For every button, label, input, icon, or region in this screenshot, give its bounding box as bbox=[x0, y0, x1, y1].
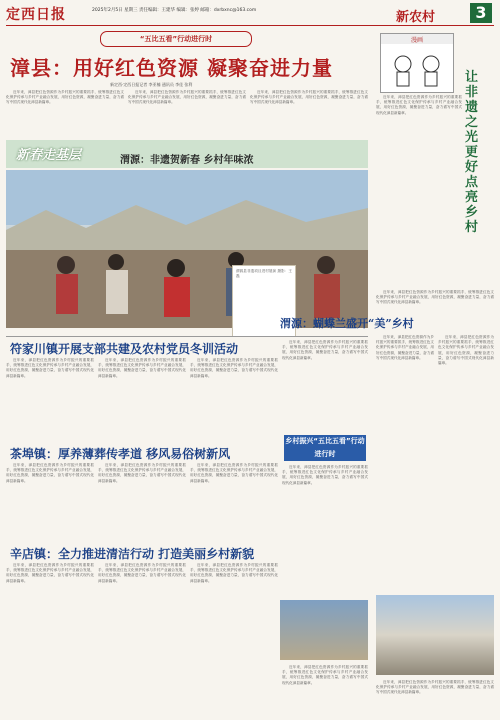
story-d-col4 bbox=[282, 665, 368, 715]
caption-text: 渭源县非遗项目进村展演 摄影：王磊 bbox=[236, 269, 292, 279]
cartoon-illustration bbox=[381, 34, 453, 92]
body-paragraph: 近年来，漳县把红色资源作为乡村振兴的重要抓手，统筹推进红色文化保护传承与乡村产业融合发展，用好红色资源，凝聚奋进力量，奋力谱写中国式现代化漳县新篇章。 bbox=[376, 95, 462, 115]
story-e-col2 bbox=[438, 335, 494, 590]
body-paragraph: 近年来，漳县把红色资源作为乡村振兴的重要抓手，统筹推进红色文化保护传承与乡村产业融合发展，用好红色资源，凝聚奋进力量，奋力谱写中国式现代化漳县新篇章。 bbox=[128, 90, 246, 105]
lead-body-col1 bbox=[6, 90, 124, 138]
body-paragraph: 近年来，漳县把红色资源作为乡村振兴的重要抓手，统筹推进红色文化保护传承与乡村产业融合发展，用好红色资源，凝聚奋进力量，奋力谱写中国式现代化漳县新篇章。 bbox=[438, 335, 494, 366]
inset-banner: 乡村振兴“五比五看”行动进行时 bbox=[284, 435, 366, 461]
headline-d: 辛店镇：全力推进清洁行动 打造美丽乡村新貌 bbox=[10, 547, 255, 561]
feature-photo bbox=[6, 170, 368, 328]
banner-title: 渭源：非遗贺新春 乡村年味浓 bbox=[120, 155, 254, 166]
body-paragraph: 近年来，漳县把红色资源作为乡村振兴的重要抓手，统筹推进红色文化保护传承与乡村产业融合发展，用好红色资源，凝聚奋进力量，奋力谱写中国式现代化漳县新篇章。 bbox=[6, 90, 124, 105]
body-paragraph: 近年来，漳县把红色资源作为乡村振兴的重要抓手，统筹推进红色文化保护传承与乡村产业融合发展，用好红色资源，凝聚奋进力量，奋力谱写中国式现代化漳县新篇章。 bbox=[282, 665, 368, 685]
story-b-col3 bbox=[190, 358, 278, 440]
body-paragraph: 近年来，漳县把红色资源作为乡村振兴的重要抓手，统筹推进红色文化保护传承与乡村产业融合发展，用好红色资源，凝聚奋进力量，奋力谱写中国式现代化漳县新篇章。 bbox=[376, 335, 434, 360]
side-column-tail bbox=[376, 290, 494, 310]
lead-byline: 新定西·定西日报记者 李亚楠 通讯员 李佳 张利 bbox=[110, 82, 193, 87]
story-d-col3 bbox=[190, 563, 278, 713]
body-paragraph: 近年来，漳县把红色资源作为乡村振兴的重要抓手，统筹推进红色文化保护传承与乡村产业融合发展，用好红色资源，凝聚奋进力量，奋力谱写中国式现代化漳县新篇章。 bbox=[98, 563, 186, 583]
body-paragraph: 近年来，漳县把红色资源作为乡村振兴的重要抓手，统筹推进红色文化保护传承与乡村产业融合发展，用好红色资源，凝聚奋进力量，奋力谱写中国式现代化漳县新篇章。 bbox=[282, 340, 368, 360]
body-paragraph: 近年来，漳县把红色资源作为乡村振兴的重要抓手，统筹推进红色文化保护传承与乡村产业融合发展，用好红色资源，凝聚奋进力量，奋力谱写中国式现代化漳县新篇章。 bbox=[282, 465, 368, 485]
feature-banner bbox=[6, 140, 368, 168]
top-rule bbox=[6, 25, 494, 26]
headline-b: 符家川镇开展支部共建及农村党员冬训活动 bbox=[10, 342, 239, 356]
body-paragraph: 近年来，漳县把红色资源作为乡村振兴的重要抓手，统筹推进红色文化保护传承与乡村产业融合发展，用好红色资源，凝聚奋进力量，奋力谱写中国式现代化漳县新篇章。 bbox=[6, 358, 94, 378]
lead-headline: 漳县：用好红色资源 凝聚奋进力量 bbox=[10, 56, 333, 80]
story-d-col1 bbox=[6, 563, 94, 713]
issue-info: 2025年2月5日 星期三 责任编辑：王建华 编辑：张婷 邮箱：dxrbxnc@163.com bbox=[92, 8, 257, 13]
masthead: 定西日报 bbox=[6, 7, 66, 23]
story-c-col1 bbox=[6, 463, 94, 541]
body-paragraph: 近年来，漳县把红色资源作为乡村振兴的重要抓手，统筹推进红色文化保护传承与乡村产业融合发展，用好红色资源，凝聚奋进力量，奋力谱写中国式现代化漳县新篇章。 bbox=[376, 680, 494, 695]
body-paragraph: 近年来，漳县把红色资源作为乡村振兴的重要抓手，统筹推进红色文化保护传承与乡村产业融合发展，用好红色资源，凝聚奋进力量，奋力谱写中国式现代化漳县新篇章。 bbox=[98, 358, 186, 378]
body-paragraph: 近年来，漳县把红色资源作为乡村振兴的重要抓手，统筹推进红色文化保护传承与乡村产业融合发展，用好红色资源，凝聚奋进力量，奋力谱写中国式现代化漳县新篇章。 bbox=[6, 463, 94, 483]
banner-brand: 新春走基层 bbox=[16, 148, 82, 163]
side-column-body bbox=[376, 95, 462, 285]
body-paragraph: 近年来，漳县把红色资源作为乡村振兴的重要抓手，统筹推进红色文化保护传承与乡村产业融合发展，用好红色资源，凝聚奋进力量，奋力谱写中国式现代化漳县新篇章。 bbox=[250, 90, 368, 105]
headline-e: 渭源：蝴蝶兰盛开“美”乡村 bbox=[280, 317, 414, 330]
story-c-col3 bbox=[190, 463, 278, 541]
story-b-col2 bbox=[98, 358, 186, 440]
story-e-tail bbox=[376, 680, 494, 715]
lead-body-col2 bbox=[128, 90, 246, 138]
lead-body-col3 bbox=[250, 90, 368, 138]
section-divider bbox=[6, 336, 368, 337]
body-paragraph: 近年来，漳县把红色资源作为乡村振兴的重要抓手，统筹推进红色文化保护传承与乡村产业融合发展，用好红色资源，凝聚奋进力量，奋力谱写中国式现代化漳县新篇章。 bbox=[6, 563, 94, 583]
body-paragraph: 近年来，漳县把红色资源作为乡村振兴的重要抓手，统筹推进红色文化保护传承与乡村产业融合发展，用好红色资源，凝聚奋进力量，奋力谱写中国式现代化漳县新篇章。 bbox=[190, 463, 278, 483]
story-c-col2 bbox=[98, 463, 186, 541]
body-paragraph: 近年来，漳县把红色资源作为乡村振兴的重要抓手，统筹推进红色文化保护传承与乡村产业融合发展，用好红色资源，凝聚奋进力量，奋力谱写中国式现代化漳县新篇章。 bbox=[376, 290, 494, 305]
body-paragraph: 近年来，漳县把红色资源作为乡村振兴的重要抓手，统筹推进红色文化保护传承与乡村产业融合发展，用好红色资源，凝聚奋进力量，奋力谱写中国式现代化漳县新篇章。 bbox=[98, 463, 186, 483]
cartoon-label: 漫画 bbox=[410, 37, 424, 44]
cartoon-box bbox=[380, 33, 454, 93]
story-e-col1 bbox=[376, 335, 434, 590]
story-b-col1 bbox=[6, 358, 94, 440]
side-column-title: 让非遗之光更好点亮乡村 bbox=[465, 70, 479, 235]
story-e-photo bbox=[376, 595, 494, 675]
story-c-col4 bbox=[282, 465, 368, 595]
kicker-badge: “五比五看”行动进行时 bbox=[100, 31, 252, 47]
page-number: 3 bbox=[470, 3, 492, 23]
headline-c: 茶埠镇：厚养薄葬传孝道 移风易俗树新风 bbox=[10, 447, 231, 461]
body-paragraph: 近年来，漳县把红色资源作为乡村振兴的重要抓手，统筹推进红色文化保护传承与乡村产业融合发展，用好红色资源，凝聚奋进力量，奋力谱写中国式现代化漳县新篇章。 bbox=[190, 358, 278, 378]
story-b-col4 bbox=[282, 340, 368, 432]
photo-crowd-illustration bbox=[6, 170, 368, 328]
section-name: 新农村 bbox=[396, 10, 436, 25]
body-paragraph: 近年来，漳县把红色资源作为乡村振兴的重要抓手，统筹推进红色文化保护传承与乡村产业融合发展，用好红色资源，凝聚奋进力量，奋力谱写中国式现代化漳县新篇章。 bbox=[190, 563, 278, 583]
story-d-photo bbox=[280, 600, 368, 660]
story-d-col2 bbox=[98, 563, 186, 713]
